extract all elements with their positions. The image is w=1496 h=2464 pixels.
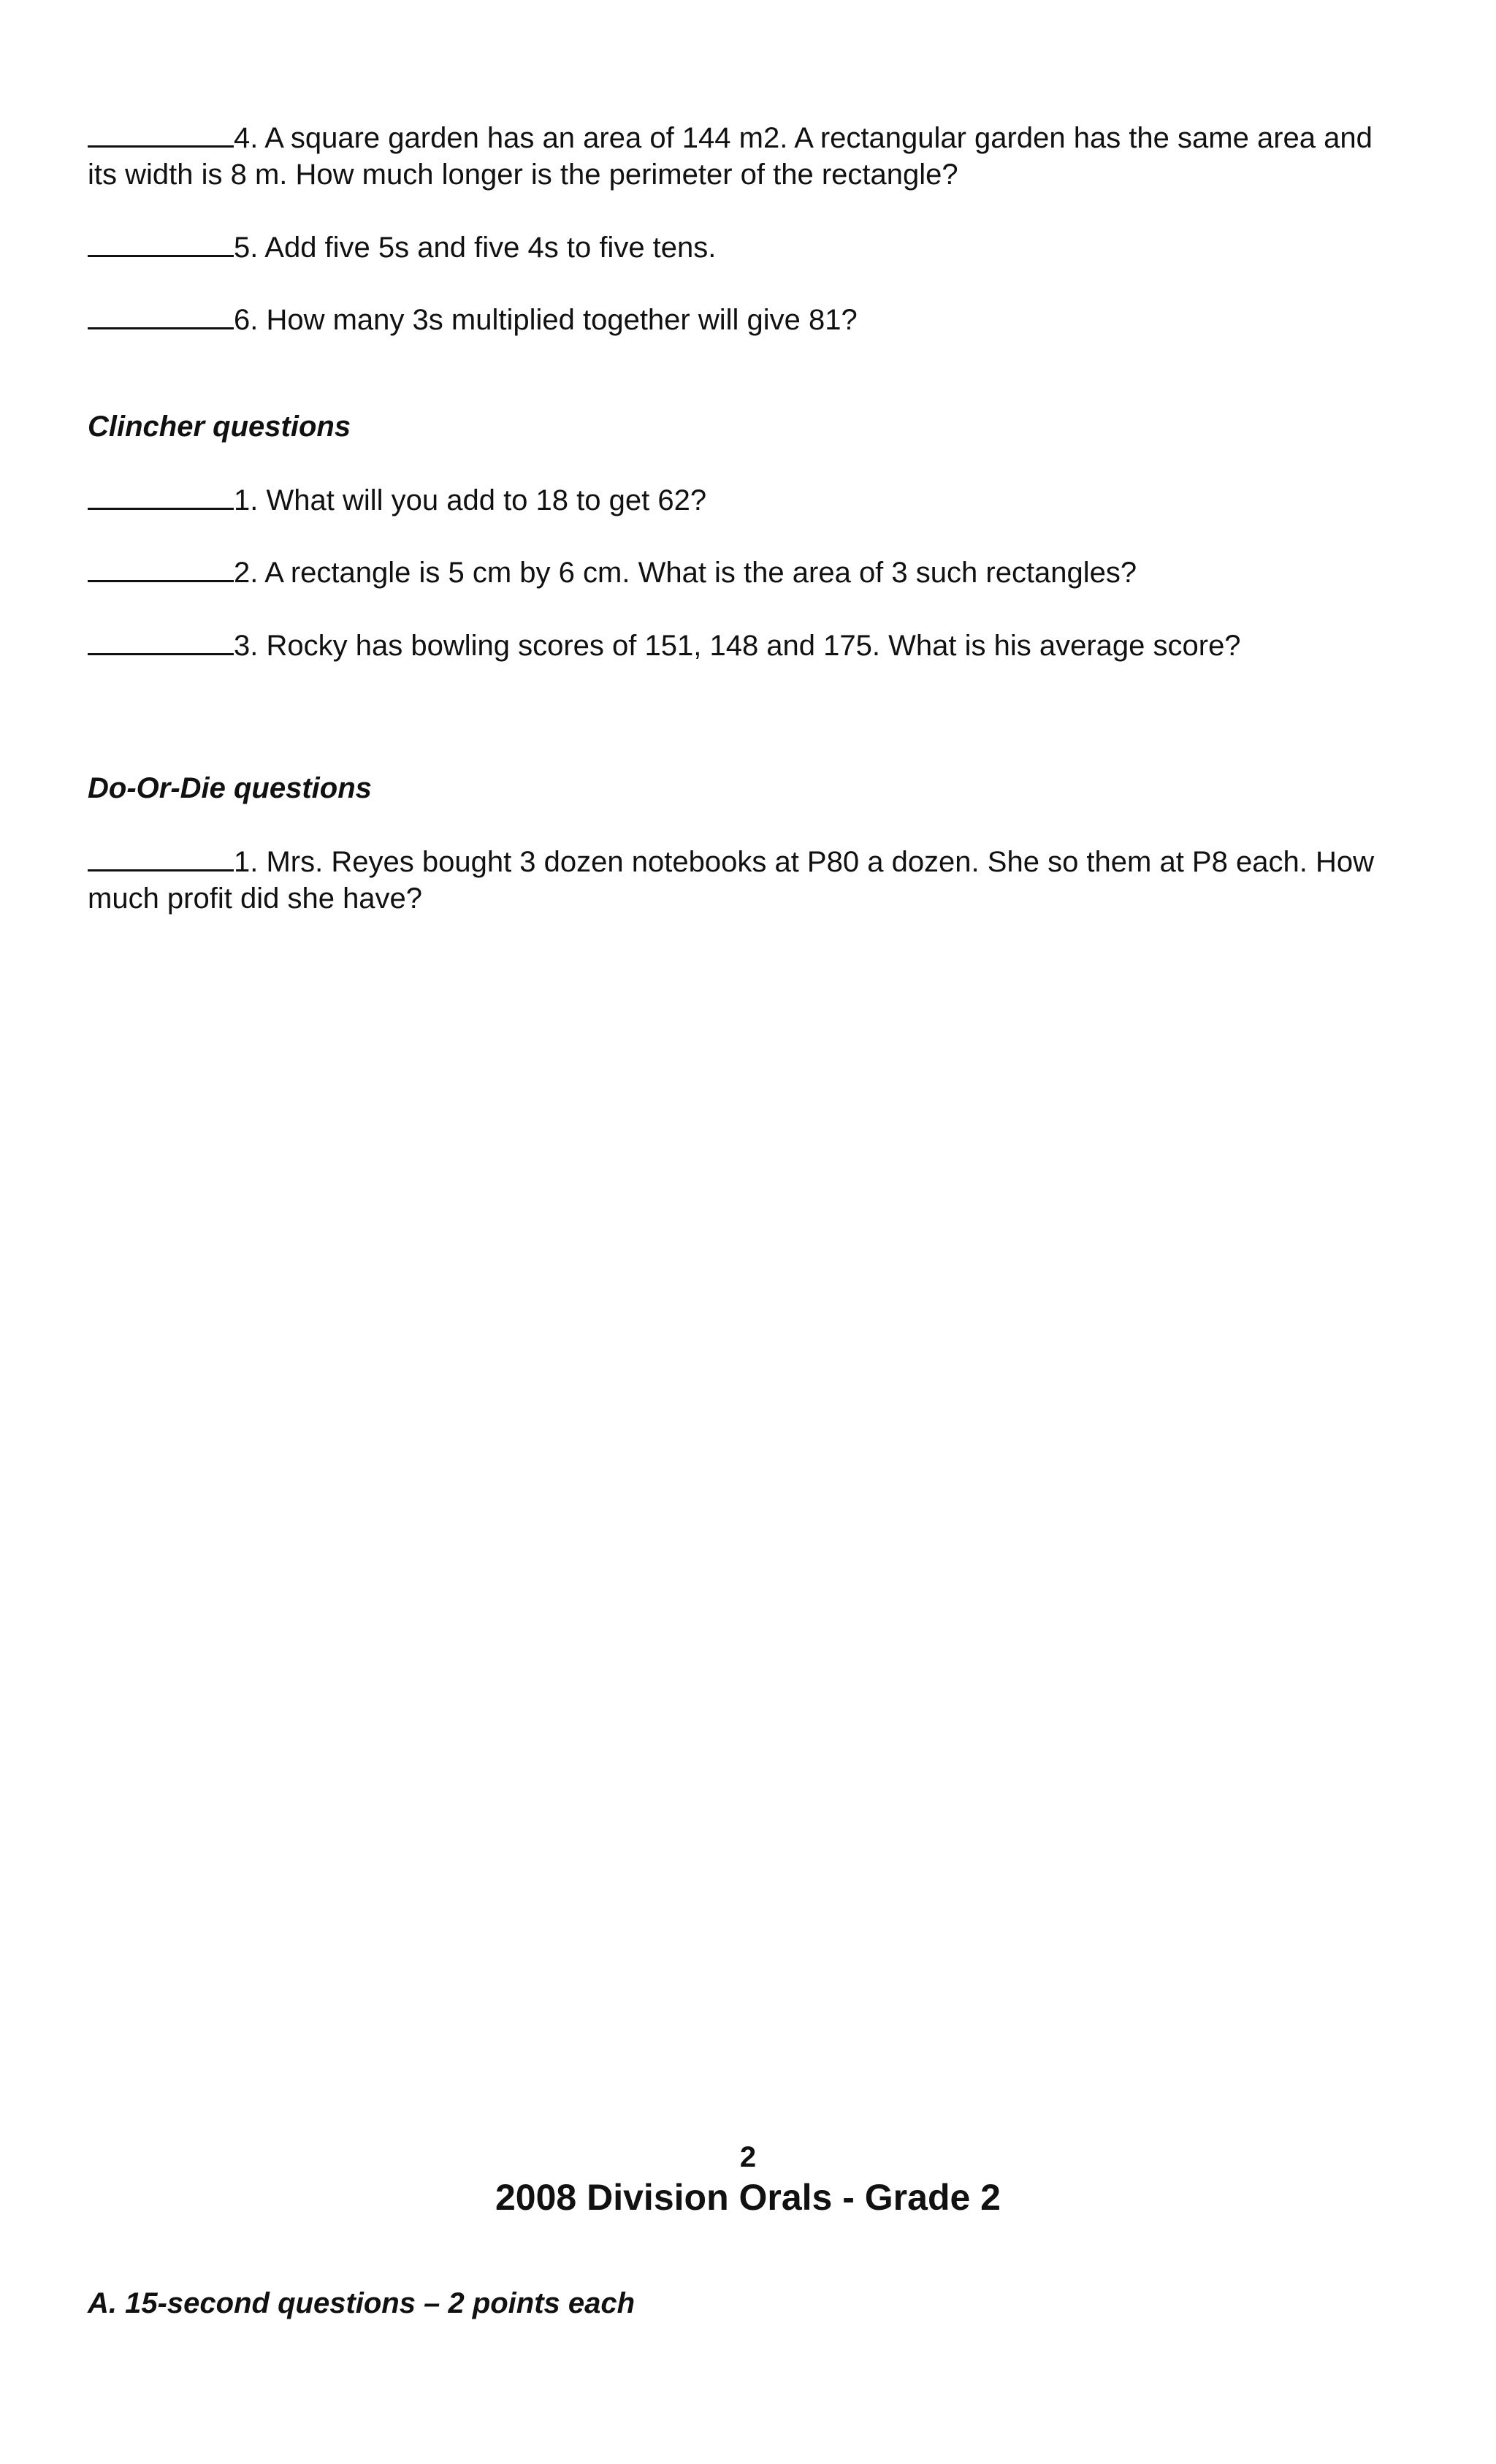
question-item [88,481,1402,519]
question-item [88,627,1402,664]
question-item [88,554,1402,591]
question-text: 4. A square garden has an area of 144 m2. A rectangular garden has the same area and its width is 8 m. How much longer is the perimeter of the rectangle? [88,122,1373,191]
answer-blank[interactable] [88,119,234,148]
question-text: 6. How many 3s multiplied together will give 81? [234,304,858,336]
question-text: 3. Rocky has bowling scores of 151, 148 and 175. What is his average score? [234,630,1241,662]
question-text: 5. Add five 5s and five 4s to five tens. [234,232,717,264]
answer-blank[interactable] [88,554,234,582]
clincher-section-title: Clincher questions [88,411,351,443]
answer-blank[interactable] [88,843,234,871]
question-item [88,301,1402,338]
page-number: 2 [739,2141,757,2173]
answer-blank[interactable] [88,229,234,257]
question-text: 1. What will you add to 18 to get 62? [234,484,707,516]
question-text: 1. Mrs. Reyes bought 3 dozen notebooks at P80 a dozen. She so them at P8 each. How much profit did she have? [88,846,1374,915]
next-section-title: A. 15-second questions – 2 points each [88,2287,636,2319]
page-title: 2008 Division Orals - Grade 2 [495,2177,1001,2218]
question-item [88,229,1402,266]
do-or-die-section-title: Do-Or-Die questions [88,772,372,804]
answer-blank[interactable] [88,627,234,655]
question-text: 2. A rectangle is 5 cm by 6 cm. What is the area of 3 such rectangles? [234,557,1137,589]
question-item [88,843,1402,917]
answer-blank[interactable] [88,481,234,510]
answer-blank[interactable] [88,301,234,329]
question-item [88,119,1402,193]
